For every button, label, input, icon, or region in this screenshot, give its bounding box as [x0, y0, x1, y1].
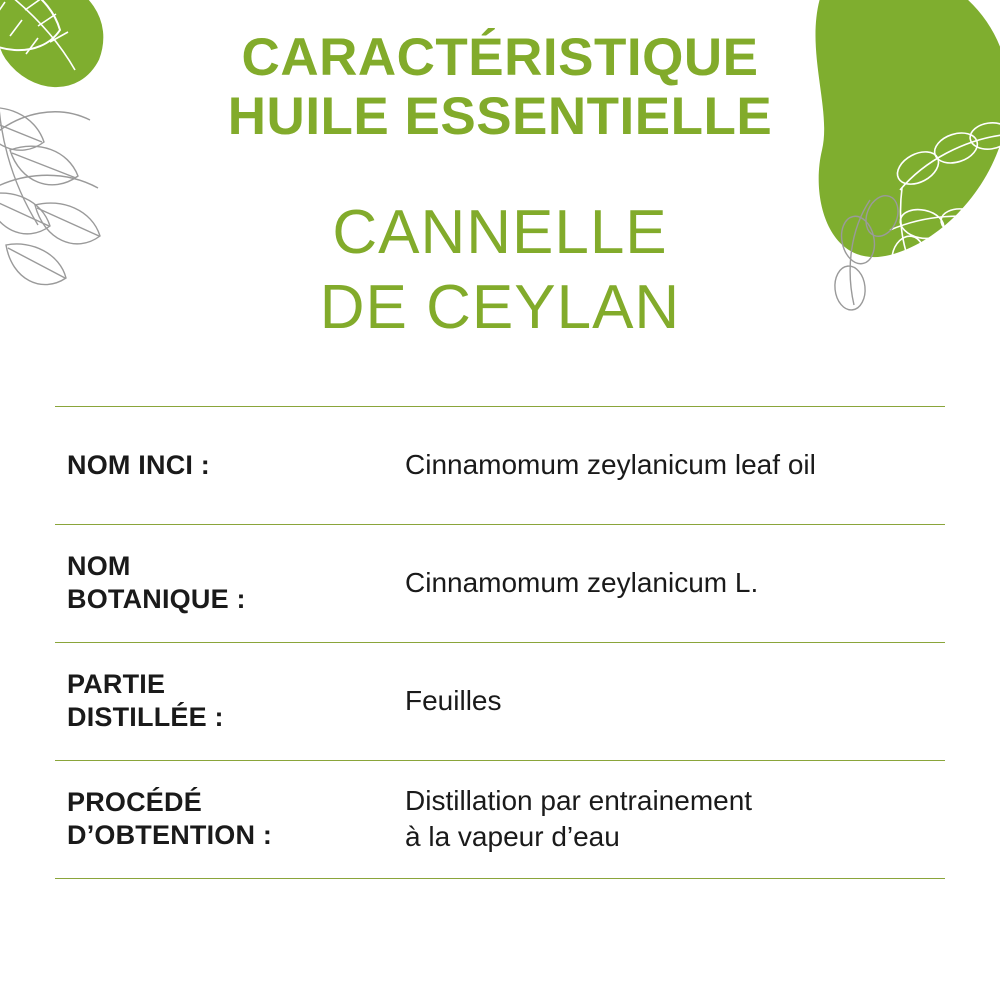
characteristics-table: [55, 406, 945, 879]
row-label: [55, 786, 405, 854]
row-label-line1: PARTIE: [67, 668, 166, 699]
page-title-line2: HUILE ESSENTIELLE: [227, 87, 773, 147]
page-subtitle-line1: CANNELLE: [332, 197, 668, 267]
row-value: [405, 565, 945, 601]
row-value-line1: Cinnamomum zeylanicum L.: [405, 567, 759, 599]
table-row: [55, 407, 945, 525]
row-label: [55, 550, 405, 618]
row-label-line2: D’OBTENTION :: [67, 820, 273, 851]
page-title: [90, 28, 910, 147]
row-value: [405, 683, 945, 719]
row-value: [405, 783, 945, 856]
row-label: [55, 449, 405, 483]
row-label-line1: PROCÉDÉ: [67, 786, 202, 817]
row-label-line1: NOM: [67, 550, 131, 581]
row-label-line2: BOTANIQUE :: [67, 584, 246, 615]
row-value: [405, 447, 945, 483]
row-label-line2: DISTILLÉE :: [67, 702, 224, 733]
row-label-line1: NOM INCI :: [67, 449, 210, 480]
row-value-line1: Cinnamomum zeylanicum leaf oil: [405, 449, 816, 481]
table-row: [55, 525, 945, 643]
page-subtitle-line2: DE CEYLAN: [319, 273, 681, 343]
row-label: [55, 668, 405, 736]
page-header: [0, 0, 1000, 346]
row-value-line2: à la vapeur d’eau: [405, 821, 620, 853]
page-subtitle: [0, 195, 1000, 346]
page-title-line1: CARACTÉRISTIQUE: [241, 28, 759, 87]
row-value-line1: Distillation par entrainement: [405, 785, 753, 817]
table-row: [55, 643, 945, 761]
row-value-line1: Feuilles: [405, 685, 502, 717]
table-row: [55, 761, 945, 879]
